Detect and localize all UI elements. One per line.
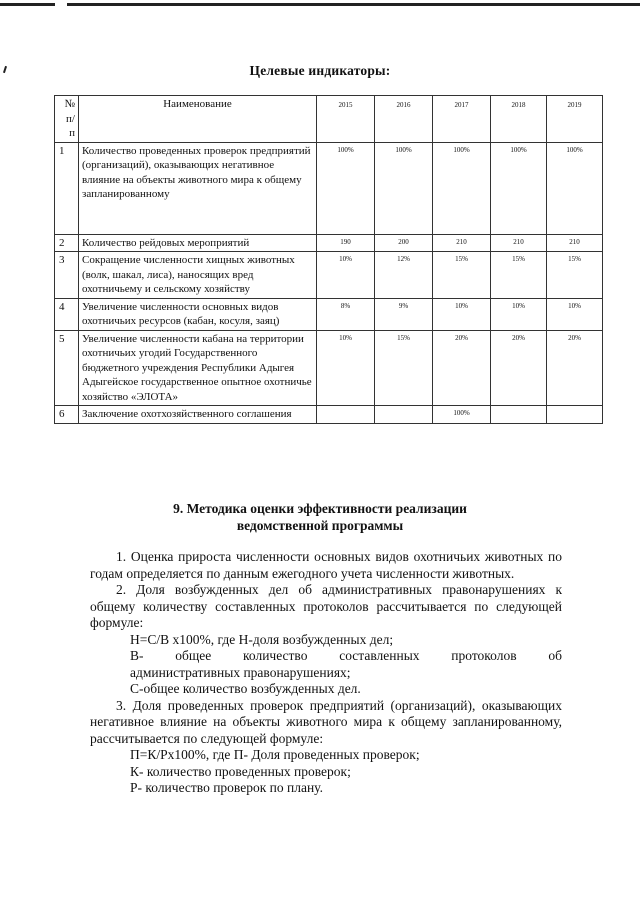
row-num: 4 bbox=[55, 298, 79, 330]
table-row bbox=[55, 142, 603, 234]
indicators-table bbox=[54, 95, 603, 424]
table-title: Целевые индикаторы: bbox=[249, 63, 391, 78]
table-row bbox=[55, 252, 603, 299]
table-row bbox=[55, 330, 603, 406]
row-num: 2 bbox=[55, 234, 79, 252]
row-value: 10% bbox=[317, 252, 375, 299]
row-name: Количество рейдовых мероприятий bbox=[79, 234, 317, 252]
row-value: 210 bbox=[547, 234, 603, 252]
paragraph: 3. Доля проведенных проверок предприятий (организаций), оказывающих негативное влияние на объекты животного мира к общему запланированному, рассчитывается по следующей формуле: bbox=[90, 697, 562, 746]
row-num: 5 bbox=[55, 330, 79, 406]
row-name: Количество проведенных проверок предприятий (организаций), оказывающих негативное влияние на объекты животного мира к общему запланированному bbox=[79, 142, 317, 234]
header-year: 2018 bbox=[491, 96, 547, 143]
scan-edge-gap bbox=[55, 2, 67, 7]
row-num: 1 bbox=[55, 142, 79, 234]
formula-line: П=К/Рх100%, где П- Доля проведенных проверок; bbox=[130, 747, 420, 762]
formula-line: К- количество проведенных проверок; bbox=[130, 763, 351, 779]
row-value: 20% bbox=[433, 330, 491, 406]
formula-line: Р- количество проверок по плану. bbox=[130, 780, 323, 795]
row-value: 8% bbox=[317, 298, 375, 330]
table-row bbox=[55, 234, 603, 252]
paragraph: 2. Доля возбужденных дел об административных правонарушениях к общему количеству составленных протоколов рассчитывается по следующей формуле: bbox=[90, 582, 562, 630]
header-year: 2017 bbox=[433, 96, 491, 143]
row-value: 100% bbox=[317, 142, 375, 234]
row-value: 100% bbox=[433, 142, 491, 234]
row-value: 100% bbox=[491, 142, 547, 234]
header-year: 2015 bbox=[317, 96, 375, 143]
table-header-row bbox=[55, 96, 603, 143]
table-row bbox=[55, 298, 603, 330]
row-value: 100% bbox=[433, 406, 491, 424]
row-value: 10% bbox=[547, 298, 603, 330]
section-title-line: ведомственной программы bbox=[236, 518, 404, 533]
header-num: № п/ п bbox=[55, 96, 79, 143]
row-value: 100% bbox=[547, 142, 603, 234]
row-value: 15% bbox=[375, 330, 433, 406]
header-name: Наименование bbox=[79, 96, 317, 143]
formula-line: административных правонарушениях; bbox=[130, 664, 351, 680]
header-year: 2016 bbox=[375, 96, 433, 143]
formula-line: В- общее количество составленных протоколов об bbox=[130, 648, 562, 663]
scan-edge-line bbox=[0, 3, 640, 6]
row-value: 15% bbox=[433, 252, 491, 299]
row-value: 210 bbox=[433, 234, 491, 252]
row-value: 100% bbox=[375, 142, 433, 234]
header-year: 2019 bbox=[547, 96, 603, 143]
row-name: Заключение охотхозяйственного соглашения bbox=[79, 406, 317, 424]
row-num: 3 bbox=[55, 252, 79, 299]
row-value: 10% bbox=[491, 298, 547, 330]
row-value: 15% bbox=[547, 252, 603, 299]
row-name: Сокращение численности хищных животных (волк, шакал, лиса), наносящих вред охотничьему и сельскому хозяйству bbox=[79, 252, 317, 299]
table-row bbox=[55, 406, 603, 424]
row-value: 10% bbox=[433, 298, 491, 330]
formula-line: С-общее количество возбужденных дел. bbox=[130, 681, 361, 696]
section-title-line: 9. Методика оценки эффективности реализации bbox=[173, 501, 467, 516]
paragraph: 1. Оценка прироста численности основных видов охотничьих животных по годам определяется по данным ежегодного учета численности животных. bbox=[90, 549, 562, 581]
row-value: 210 bbox=[491, 234, 547, 252]
formula-line: Н=С/В х100%, где Н-доля возбужденных дел; bbox=[130, 631, 394, 647]
row-value bbox=[491, 406, 547, 424]
section-title bbox=[0, 500, 640, 534]
row-value: 20% bbox=[491, 330, 547, 406]
row-value bbox=[547, 406, 603, 424]
row-value: 12% bbox=[375, 252, 433, 299]
row-value: 10% bbox=[317, 330, 375, 406]
row-num: 6 bbox=[55, 406, 79, 424]
row-value: 20% bbox=[547, 330, 603, 406]
methodology-text bbox=[90, 549, 562, 797]
row-value: 9% bbox=[375, 298, 433, 330]
row-value: 15% bbox=[491, 252, 547, 299]
row-value bbox=[317, 406, 375, 424]
row-name: Увеличение численности кабана на территории охотничьих угодий Государственного бюджетного учреждения Республики Адыгея Адыгейское государственное опытное охотничье хозяйство «ЭЛОТА» bbox=[79, 330, 317, 406]
row-value bbox=[375, 406, 433, 424]
row-value: 200 bbox=[375, 234, 433, 252]
row-name: Увеличение численности основных видов охотничьих ресурсов (кабан, косуля, заяц) bbox=[79, 298, 317, 330]
row-value: 190 bbox=[317, 234, 375, 252]
